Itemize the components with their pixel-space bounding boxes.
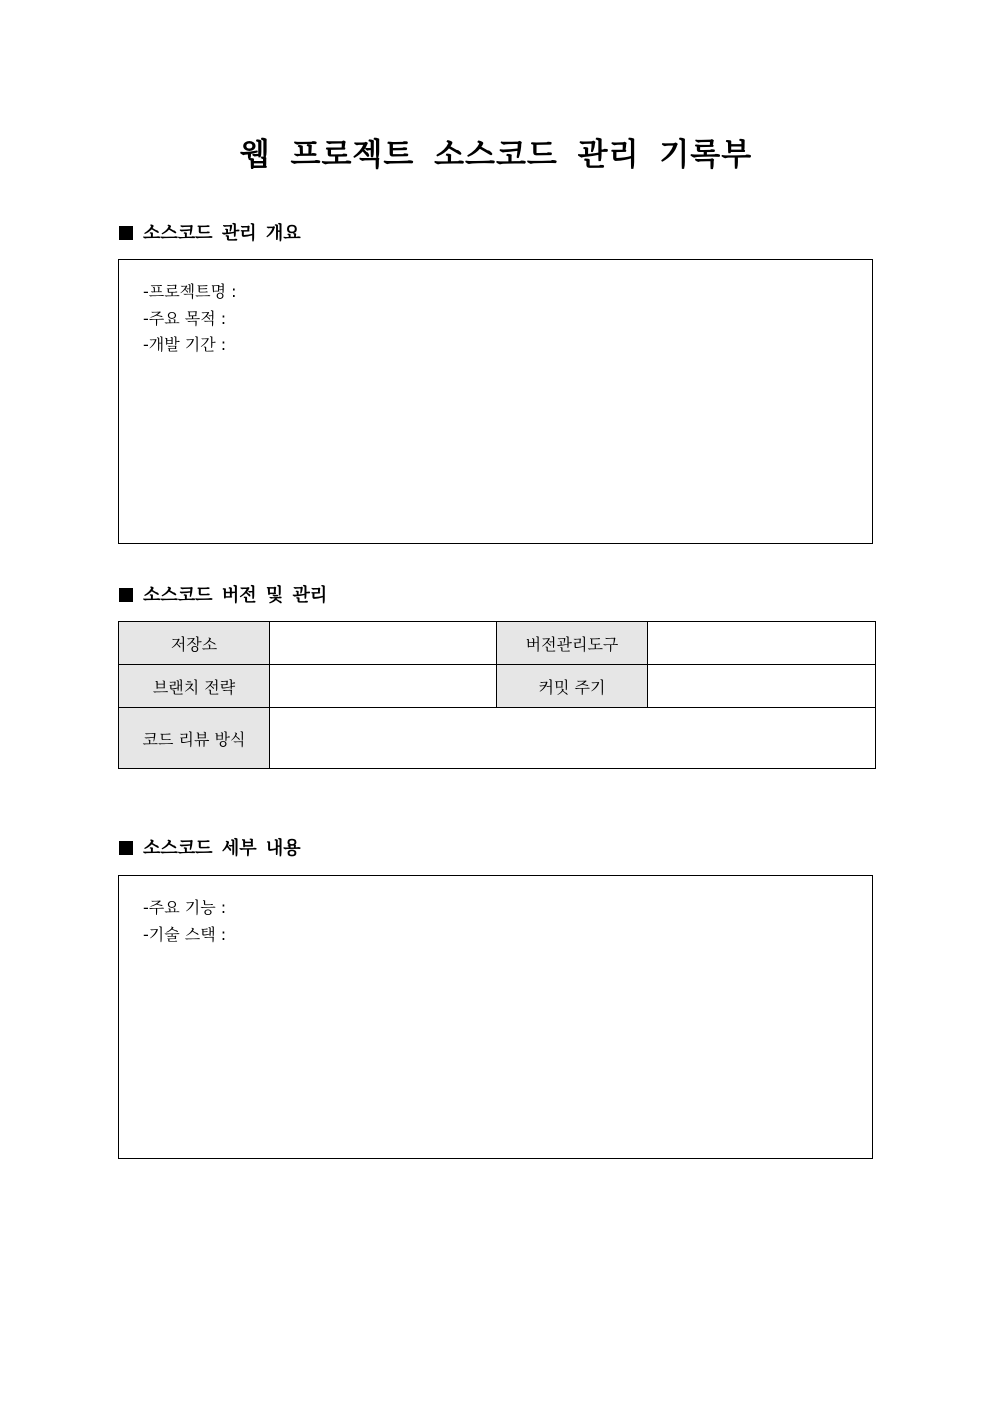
repository-value-cell[interactable] [270,622,497,665]
branch-strategy-value-cell[interactable] [270,665,497,708]
square-bullet-icon [119,226,133,240]
version-management-table [118,621,876,769]
code-review-label: 코드 리뷰 방식 [119,708,270,769]
table-row [119,708,876,769]
details-line-main-features: -주요 기능 : [143,898,227,917]
section-heading-details [119,836,301,862]
overview-line-dev-period: -개발 기간 : [143,335,227,354]
section-heading-overview-text: 소스코드 관리 개요 [143,223,301,244]
commit-cycle-label: 커밋 주기 [497,665,648,708]
section-heading-version-text: 소스코드 버전 및 관리 [143,585,328,606]
section-heading-version [119,583,327,609]
table-row [119,665,876,708]
section-heading-details-text: 소스코드 세부 내용 [143,838,301,859]
code-review-value-cell[interactable] [270,708,876,769]
repository-label: 저장소 [119,622,270,665]
square-bullet-icon [119,841,133,855]
overview-line-project-name: -프로젝트명 : [143,282,237,301]
square-bullet-icon [119,588,133,602]
vcs-tool-label: 버전관리도구 [497,622,648,665]
branch-strategy-label: 브랜치 전략 [119,665,270,708]
section-heading-overview [119,221,301,247]
details-line-tech-stack: -기술 스택 : [143,924,227,944]
details-box[interactable] [118,875,873,1159]
table-row [119,622,876,665]
commit-cycle-value-cell[interactable] [648,665,876,708]
overview-line-main-purpose: -주요 목적 : [143,308,227,328]
document-title: 웹 프로젝트 소스코드 관리 기록부 [239,137,753,173]
vcs-tool-value-cell[interactable] [648,622,876,665]
overview-box[interactable] [118,259,873,544]
